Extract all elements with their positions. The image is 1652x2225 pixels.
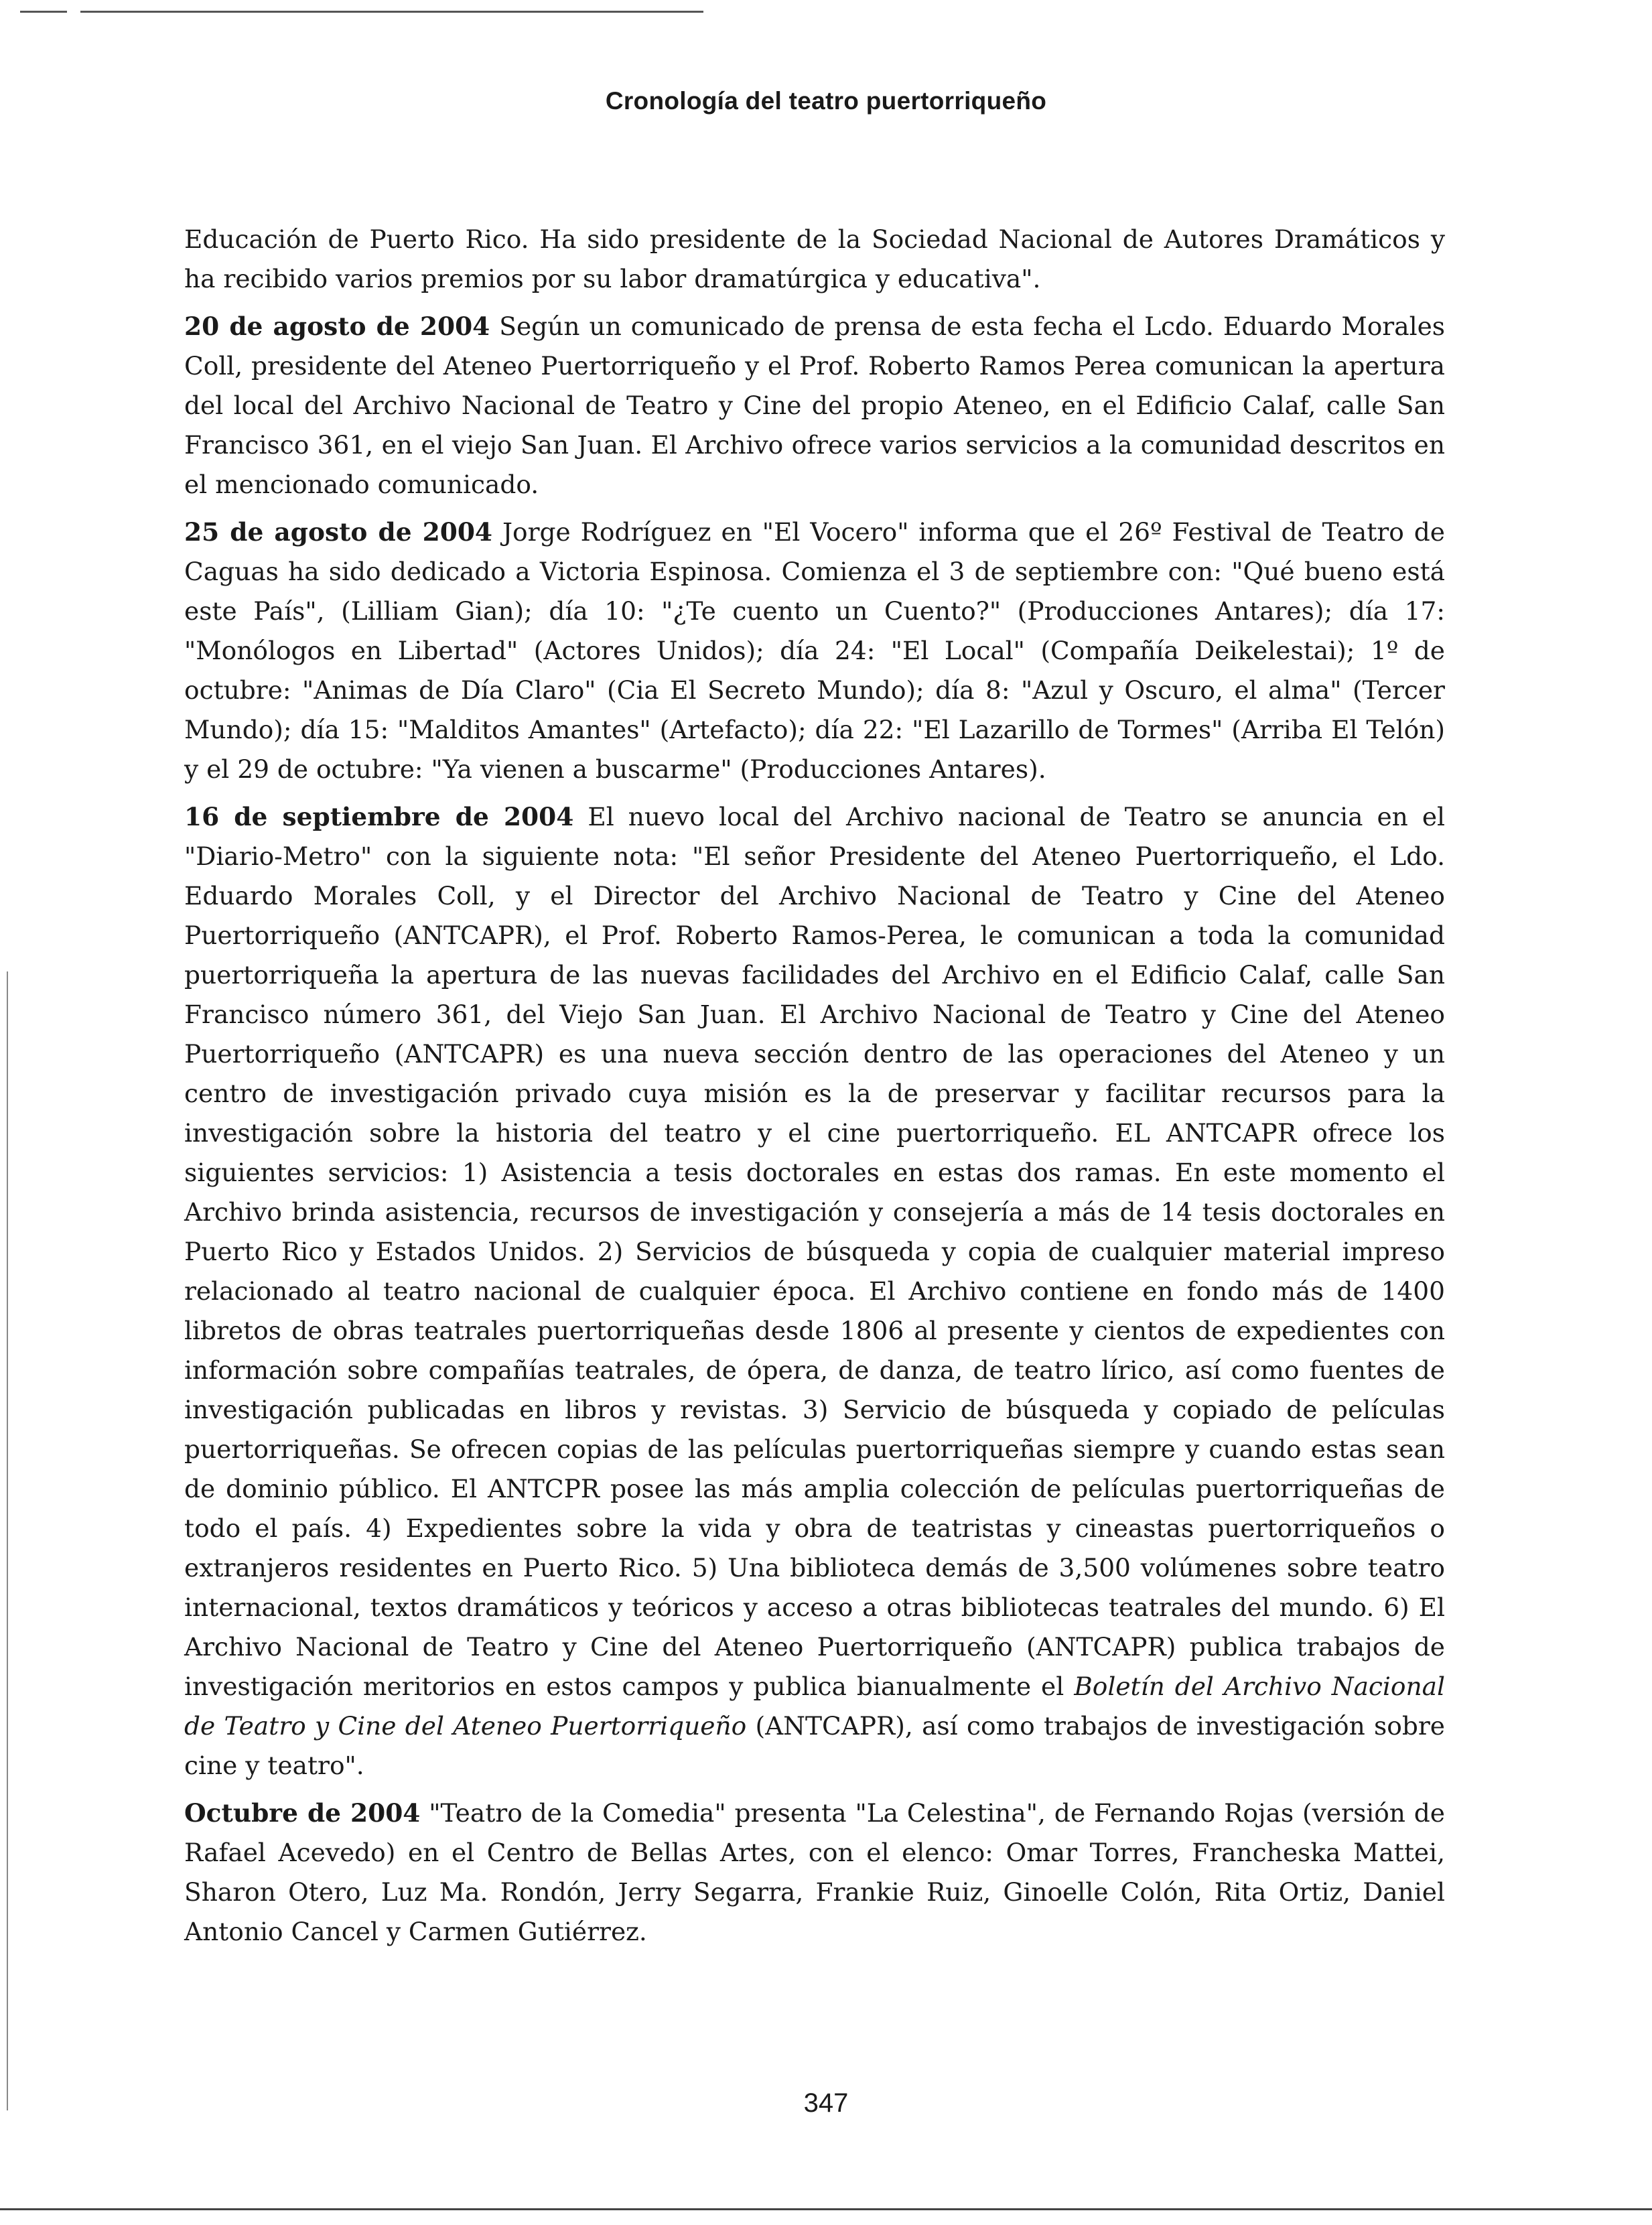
entry-paragraph bbox=[184, 1794, 1445, 1952]
entry-text: El nuevo local del Archivo nacional de Teatro se anuncia en el "Diario-Metro" con la siguiente nota: "El señor Presidente del Ateneo Puertorriqueño, el Ldo. Eduardo Morales Coll, y el Director del Archivo Nacional de Teatro y Cine del Ateneo Puertorriqueño (ANTCAPR), el Prof. Roberto Ramos-Perea, le comunican a toda la comunidad puertorriqueña la apertura de las nuevas facilidades del Archivo en el Edificio Calaf, calle San Francisco número 361, del Viejo San Juan. El Archivo Nacional de Teatro y Cine del Ateneo Puertorriqueño (ANTCAPR) es una nueva sección dentro de las operaciones del Ateneo y un centro de investigación privado cuya misión es la de preservar y facilitar recursos para la investigación sobre la historia del teatro y el cine puertorriqueño. EL ANTCAPR ofrece los siguientes servicios: 1) Asistencia a tesis doctorales en estas dos ramas. En este momento el Archivo brinda asistencia, recursos de investigación y consejería a más de 14 tesis doctorales en Puerto Rico y Estados Unidos. 2) Servicios de búsqueda y copia de cualquier material impreso relacionado al teatro nacional de cualquier época. El Archivo contiene en fondo más de 1400 libretos de obras teatrales puertorriqueñas desde 1806 al presente y cientos de expedientes con información sobre compañías teatrales, de ópera, de danza, de teatro lírico, así como fuentes de investigación publicadas en libros y revistas. 3) Servicio de búsqueda y copiado de películas puertorriqueñas. Se ofrecen copias de las películas puertorriqueñas siempre y cuando estas sean de dominio público. El ANTCPR posee las más amplia colección de películas puertorriqueñas de todo el país. 4) Expedientes sobre la vida y obra de teatristas y cineastas puertorriqueños o extranjeros residentes en Puerto Rico. 5) Una biblioteca demás de 3,500 volúmenes sobre teatro internacional, textos dramáticos y teóricos y acceso a otras bibliotecas teatrales del mundo. 6) El Archivo Nacional de Teatro y Cine del Ateneo Puertorriqueño (ANTCAPR) publica trabajos de investigación meritorios en estos campos y publica bianualmente el bbox=[184, 802, 1445, 1701]
entry-date: Octubre de 2004 bbox=[184, 1798, 421, 1828]
entry-date: 25 de agosto de 2004 bbox=[184, 517, 493, 547]
publication-title: Boletín del Archivo Nacional de Teatro y Cine del Ateneo Puertorriqueño bbox=[184, 1672, 1446, 1741]
entry-text: Según un comunicado de prensa de esta fecha el Lcdo. Eduardo Morales Coll, presidente del Ateneo Puertorriqueño y el Prof. Roberto Ramos Perea comunican la apertura del local del Archivo Nacional de Teatro y Cine del propio Ateneo, en el Edificio Calaf, calle San Francisco 361, en el viejo San Juan. El Archivo ofrece varios servicios a la comunidad descritos en el mencionado comunicado. bbox=[184, 312, 1446, 499]
left-margin-rule bbox=[7, 971, 8, 2110]
entry-text: Jorge Rodríguez en "El Vocero" informa que el 26º Festival de Teatro de Caguas ha sido dedicado a Victoria Espinosa. Comienza el 3 de septiembre con: "Qué bueno está este País", (Lilliam Gian); día 10: "¿Te cuento un Cuento?" (Producciones Antares); día 17: "Monólogos en Libertad" (Actores Unidos); día 24: "El Local" (Compañía Deikelestai); 1º de octubre: "Animas de Día Claro" (Cia El Secreto Mundo); día 8: "Azul y Oscuro, el alma" (Tercer Mundo); día 15: "Malditos Amantes" (Artefacto); día 22: "El Lazarillo de Tormes" (Arriba El Telón) y el 29 de octubre: "Ya vienen a buscarme" (Producciones Antares). bbox=[184, 517, 1445, 784]
entry-paragraph bbox=[184, 797, 1445, 1785]
top-rule-short bbox=[20, 11, 67, 13]
paragraph-text: Educación de Puerto Rico. Ha sido presidente de la Sociedad Nacional de Autores Dramáticos y ha recibido varios premios por su labor dramatúrgica y educativa". bbox=[184, 224, 1445, 293]
page-number: 347 bbox=[803, 2088, 849, 2118]
bottom-rule bbox=[0, 2208, 1652, 2210]
paragraph-continuation bbox=[184, 220, 1445, 299]
entry-text: "Teatro de la Comedia" presenta "La Celestina", de Fernando Rojas (versión de Rafael Acevedo) en el Centro de Bellas Artes, con el elenco: Omar Torres, Francheska Mattei, Sharon Otero, Luz Ma. Rondón, Jerry Segarra, Frankie Ruiz, Ginoelle Colón, Rita Ortiz, Daniel Antonio Cancel y Carmen Gutiérrez. bbox=[184, 1798, 1446, 1946]
entry-paragraph bbox=[184, 307, 1445, 504]
body-text bbox=[184, 220, 1445, 1960]
running-header: Cronología del teatro puertorriqueño bbox=[605, 87, 1047, 115]
entry-date: 20 de agosto de 2004 bbox=[184, 312, 490, 341]
entry-text-tail: (ANTCAPR), así como trabajos de investigación sobre cine y teatro". bbox=[184, 1711, 1445, 1780]
top-rule bbox=[80, 11, 703, 13]
entry-paragraph bbox=[184, 513, 1445, 789]
entry-date: 16 de septiembre de 2004 bbox=[184, 802, 574, 831]
